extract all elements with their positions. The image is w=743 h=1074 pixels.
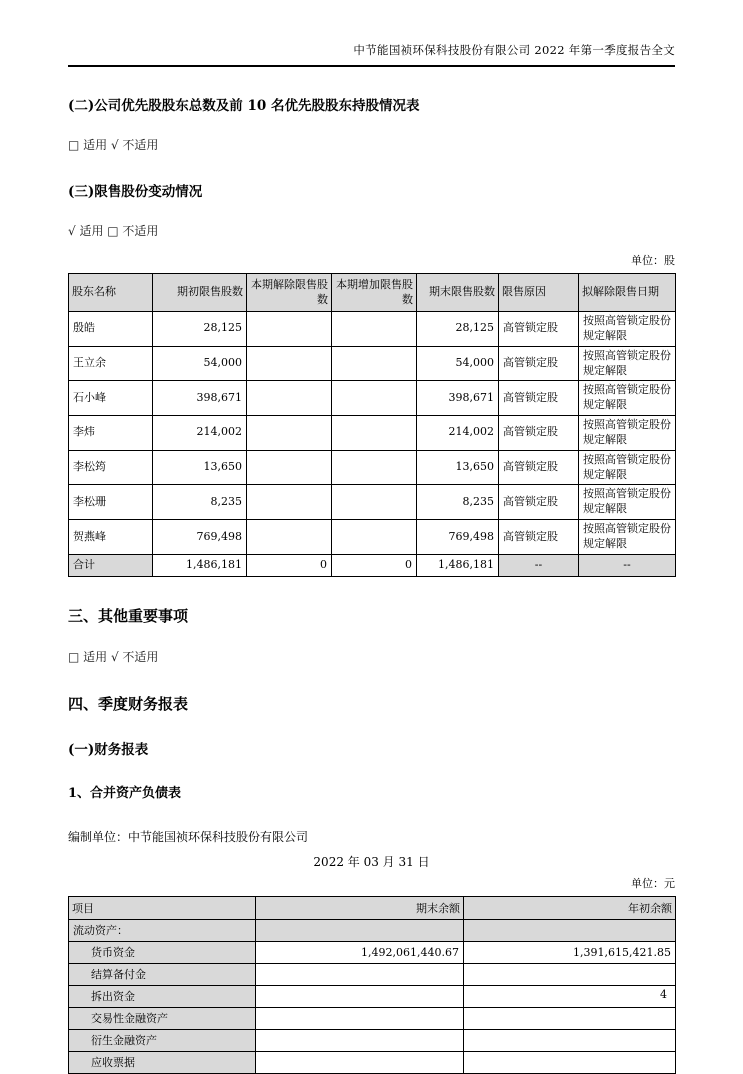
restricted-table-cell: 54,000	[417, 346, 499, 381]
unit-label-yuan: 单位：元	[631, 876, 675, 890]
balance-sheet-end-balance-cell	[256, 1051, 464, 1073]
balance-sheet-begin-balance-cell	[464, 919, 676, 941]
restricted-col-header: 期末限售股数	[417, 274, 499, 312]
restricted-table-cell: 13,650	[153, 450, 247, 485]
balance-sheet-item-cell: 流动资产：	[69, 919, 256, 941]
restricted-table-row	[69, 485, 676, 520]
restricted-table-cell	[332, 416, 417, 451]
restricted-table-cell: 贺燕峰	[69, 520, 153, 555]
restricted-table-cell	[247, 346, 332, 381]
restricted-table-cell: 殷皓	[69, 312, 153, 347]
restricted-table-cell: 0	[247, 554, 332, 576]
unit-label-shares: 单位：股	[631, 254, 675, 267]
restricted-table-header-row	[69, 274, 676, 312]
balance-sheet-table	[68, 896, 676, 1074]
restricted-table-cell: 214,002	[417, 416, 499, 451]
restricted-table-cell	[332, 520, 417, 555]
restricted-table-cell: 王立余	[69, 346, 153, 381]
balance-sheet-begin-balance-cell	[464, 1007, 676, 1029]
balance-sheet-begin-balance-cell	[464, 1029, 676, 1051]
restricted-table-cell: 769,498	[153, 520, 247, 555]
restricted-table-cell: 高管锁定股	[499, 450, 579, 485]
statement-date: 2022 年 03 月 31 日	[313, 854, 430, 869]
balance-sheet-item-cell: 结算备付金	[69, 963, 256, 985]
restricted-total-row	[69, 554, 676, 576]
restricted-table-cell	[247, 485, 332, 520]
running-header-title: 中节能国祯环保科技股份有限公司 2022 年第一季度报告全文	[353, 43, 675, 57]
balance-sheet-item-cell: 拆出资金	[69, 985, 256, 1007]
restricted-table-cell: 28,125	[417, 312, 499, 347]
restricted-table-cell: 398,671	[417, 381, 499, 416]
restricted-table-row	[69, 450, 676, 485]
heading-preferred-shareholders: (二)公司优先股股东总数及前 10 名优先股股东持股情况表	[68, 98, 420, 114]
restricted-table-row	[69, 381, 676, 416]
restricted-table-cell: 合计	[69, 554, 153, 576]
restricted-table-cell	[247, 520, 332, 555]
restricted-table-cell	[332, 381, 417, 416]
restricted-col-header: 股东名称	[69, 274, 153, 312]
restricted-table-cell: 高管锁定股	[499, 312, 579, 347]
restricted-table-cell	[247, 450, 332, 485]
restricted-table-cell: --	[579, 554, 676, 576]
heading-restricted-shares: (三)限售股份变动情况	[68, 184, 203, 200]
restricted-table-cell: 高管锁定股	[499, 485, 579, 520]
restricted-table-cell: 769,498	[417, 520, 499, 555]
prepared-by-line: 编制单位：中节能国祯环保科技股份有限公司	[68, 829, 309, 844]
restricted-table-cell: 8,235	[417, 485, 499, 520]
restricted-table-cell: 按照高管锁定股份规定解限	[579, 520, 676, 555]
balance-sheet-row	[69, 941, 676, 963]
restricted-table-cell: 高管锁定股	[499, 416, 579, 451]
restricted-table-cell: 高管锁定股	[499, 346, 579, 381]
balance-sheet-end-balance-cell	[256, 985, 464, 1007]
restricted-table-cell: --	[499, 554, 579, 576]
balance-sheet-begin-balance-cell	[464, 985, 676, 1007]
restricted-col-header: 限售原因	[499, 274, 579, 312]
restricted-table-row	[69, 346, 676, 381]
restricted-table-cell	[332, 485, 417, 520]
applicability-restricted: √ 适用 □ 不适用	[68, 224, 159, 238]
heading-financial-statements: 四、季度财务报表	[68, 694, 189, 713]
balance-sheet-begin-balance-cell	[464, 1051, 676, 1073]
restricted-table-cell: 8,235	[153, 485, 247, 520]
restricted-table-cell: 28,125	[153, 312, 247, 347]
restricted-table-cell: 按照高管锁定股份规定解限	[579, 485, 676, 520]
restricted-table-cell: 1,486,181	[153, 554, 247, 576]
restricted-table-cell: 按照高管锁定股份规定解限	[579, 450, 676, 485]
restricted-table-cell: 54,000	[153, 346, 247, 381]
restricted-table-cell	[332, 450, 417, 485]
balance-sheet-row	[69, 1051, 676, 1073]
restricted-table-cell: 1,486,181	[417, 554, 499, 576]
balance-sheet-begin-balance-cell	[464, 963, 676, 985]
restricted-table-cell: 高管锁定股	[499, 381, 579, 416]
restricted-table-cell: 398,671	[153, 381, 247, 416]
balance-sheet-end-balance-cell	[256, 1007, 464, 1029]
balance-sheet-row	[69, 919, 676, 941]
applicability-preferred: □ 适用 √ 不适用	[68, 138, 159, 152]
restricted-table-cell	[332, 312, 417, 347]
running-header	[68, 0, 675, 67]
restricted-col-header: 本期增加限售股数	[332, 274, 417, 312]
restricted-table-cell: 按照高管锁定股份规定解限	[579, 346, 676, 381]
applicability-other-matters: □ 适用 √ 不适用	[68, 649, 159, 664]
balance-sheet-row	[69, 963, 676, 985]
restricted-shares-table	[68, 273, 676, 577]
restricted-table-cell: 李松珊	[69, 485, 153, 520]
restricted-col-header: 拟解除限售日期	[579, 274, 676, 312]
balance-sheet-row	[69, 985, 676, 1007]
restricted-table-cell: 214,002	[153, 416, 247, 451]
balance-sheet-end-balance-cell: 1,492,061,440.67	[256, 941, 464, 963]
restricted-table-cell	[247, 381, 332, 416]
restricted-table-cell: 石小峰	[69, 381, 153, 416]
balance-sheet-item-cell: 货币资金	[69, 941, 256, 963]
restricted-table-cell: 李松筠	[69, 450, 153, 485]
balance-sheet-item-cell: 交易性金融资产	[69, 1007, 256, 1029]
balance-sheet-col-header: 年初余额	[464, 896, 676, 919]
restricted-table-cell	[332, 346, 417, 381]
balance-sheet-body	[69, 919, 676, 1073]
heading-financial-statements-sub: (一)财务报表	[68, 741, 149, 758]
restricted-table-row	[69, 520, 676, 555]
restricted-table-cell: 按照高管锁定股份规定解限	[579, 381, 676, 416]
restricted-table-body	[69, 312, 676, 577]
restricted-table-cell: 按照高管锁定股份规定解限	[579, 312, 676, 347]
balance-sheet-end-balance-cell	[256, 919, 464, 941]
balance-sheet-end-balance-cell	[256, 1029, 464, 1051]
restricted-col-header: 本期解除限售股数	[247, 274, 332, 312]
restricted-table-row	[69, 312, 676, 347]
restricted-table-cell: 李炜	[69, 416, 153, 451]
restricted-table-cell	[247, 312, 332, 347]
heading-other-matters: 三、其他重要事项	[68, 606, 189, 625]
restricted-table-cell: 0	[332, 554, 417, 576]
balance-sheet-end-balance-cell	[256, 963, 464, 985]
balance-sheet-row	[69, 1007, 676, 1029]
restricted-table-row	[69, 416, 676, 451]
restricted-table-cell: 高管锁定股	[499, 520, 579, 555]
balance-sheet-col-header: 期末余额	[256, 896, 464, 919]
heading-balance-sheet: 1、合并资产负债表	[68, 785, 182, 801]
balance-sheet-row	[69, 1029, 676, 1051]
restricted-table-cell	[247, 416, 332, 451]
balance-sheet-col-header: 项目	[69, 896, 256, 919]
restricted-table-cell: 按照高管锁定股份规定解限	[579, 416, 676, 451]
restricted-col-header: 期初限售股数	[153, 274, 247, 312]
page-number: 4	[660, 988, 667, 1001]
balance-sheet-item-cell: 应收票据	[69, 1051, 256, 1073]
balance-sheet-header-row	[69, 896, 676, 919]
balance-sheet-begin-balance-cell: 1,391,615,421.85	[464, 941, 676, 963]
restricted-table-cell: 13,650	[417, 450, 499, 485]
balance-sheet-item-cell: 衍生金融资产	[69, 1029, 256, 1051]
